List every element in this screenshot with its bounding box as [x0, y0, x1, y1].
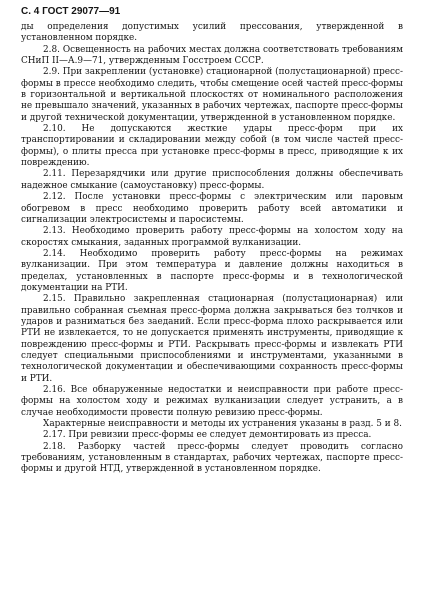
page-header: С. 4 ГОСТ 29077—91	[21, 6, 121, 17]
paragraph-2-12: 2.12. После установки пресс-формы с электрическим или паровым обогревом в пресс необходимо проверить работу всей автоматики и сигнализации электросистемы и паросистемы.	[21, 192, 403, 225]
paragraph-2-17: 2.17. При ревизии пресс-формы ее следует демонтировать из пресса.	[43, 430, 372, 441]
paragraph-2-16: 2.16. Все обнаруженные недостатки и неисправности при работе пресс-формы на холостом ходу и режимах вулканизации следует устранить, а в случае необходимости провести полную ревизию пресс-формы.	[21, 385, 403, 418]
paragraph-2-11: 2.11. Перезарядчики или другие приспособления должны обеспечивать надежное смыкание (самоустановку) пресс-формы.	[21, 169, 403, 191]
paragraph-2-18: 2.18. Разборку частей пресс-формы следует проводить согласно требованиям, установленным в стандартах, рабочих чертежах, паспорте пресс-формы и другой НТД, утвержденной в установленном порядке.	[21, 441, 403, 475]
paragraph-2-15: 2.15. Правильно закрепленная стационарная (полустационарная) или правильно собранная съемная пресс-форма должна закрываться без толчков и ударов и разниматься без заеданий. Если пресс-форма плохо раскрывается или РТИ не извлекается, то не допускается применять инструменты, приводящие к повреждению пресс-формы и РТИ. Раскрывать пресс-формы и извлекать РТИ следует специальными приспособлениями и инструментами, указанными в технологической документации и обеспечивающими сохранность пресс-формы и РТИ.	[21, 294, 403, 384]
paragraph-2-13: 2.13. Необходимо проверить работу пресс-формы на холостом ходу на скоростях смыкания, заданных программой вулканизации.	[21, 226, 403, 248]
paragraph-2-10: 2.10. Не допускаются жесткие удары пресс-форм при их транспортировании и складировании между собой (в том числе частей пресс-формы), о плиты пресса при установке пресс-формы в пресс, приводящие к их повреждению.	[21, 124, 403, 169]
paragraph: ды определения допустимых усилий прессования, утвержденной в установленном порядке.	[21, 22, 403, 44]
paragraph-2-8: 2.8. Освещенность на рабочих местах должна соответствовать требованиям СНиП II—А.9—71, утвержденным Госстроем СССР.	[21, 44, 403, 67]
document-body	[21, 22, 403, 476]
paragraph-2-9: 2.9. При закреплении (установке) стационарной (полустационарной) пресс-формы в прессе необходимо следить, чтобы смещение осей частей пресс-формы в горизонтальной и вертикальной плоскостях от номинального расположения не превышало значений, указанных в рабочих чертежах, паспорте пресс-формы и другой технической документации, утвержденной в установленном порядке.	[21, 67, 403, 123]
paragraph-2-14: 2.14. Необходимо проверить работу пресс-формы на режимах вулканизации. При этом температура и давление должны находиться в пределах, установленных в паспорте пресс-формы и в технологической документации на РТИ.	[21, 248, 403, 293]
paragraph-faults-note: Характерные неисправности и методы их устранения указаны в разд. 5 и 8.	[43, 419, 402, 430]
